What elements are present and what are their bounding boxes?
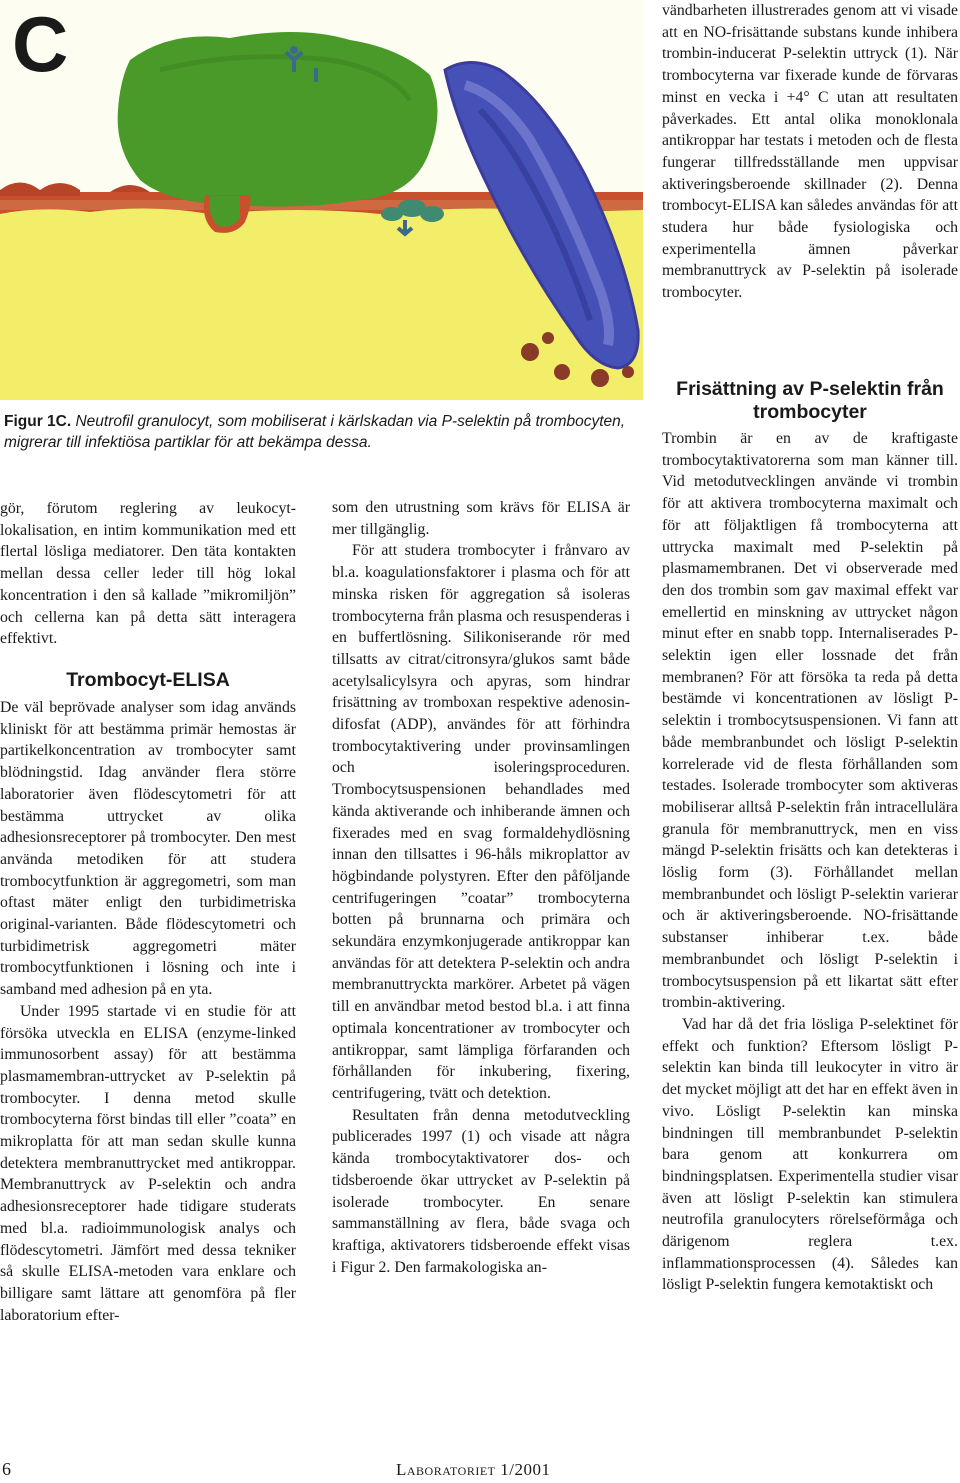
journal-name: Laboratoriet 1/2001 [396, 1460, 551, 1479]
column-1-continued [0, 697, 296, 1326]
figure-1c-illustration [0, 0, 643, 400]
section-heading-trombocyt-elisa: Trombocyt-ELISA [66, 669, 230, 691]
panel-letter: C [12, 0, 69, 88]
figure-caption-text: Neutrofil granulocyt, som mobiliserat i kärlskadan via P-selektin på trombocyten, migrerar till infektiösa partiklar för att bekämpa dessa. [4, 413, 626, 451]
paragraph: vändbarheten illustrerades genom att vi visade att en NO-frisättande substans kunde inhibera trombin-inducerat P-selektin uttryck (1). När trombocyterna var fixerade kunde de förvaras minst en vecka i +4° C utan att resultaten påverkades. Ett antal olika monoklonala antikroppar har testats i metoden och de flesta fungerar tillfredsställande men uppvisar aktiveringsberoende skillnader (2). Denna trombocyt-ELISA kan således användas för att studera hur både fysiologiska och experimentella ämnen påverkar membranuttryck av P-selektin på isolerade trombocyter. [662, 2, 958, 302]
paragraph: De väl beprövade analyser som idag används kliniskt för att bestämma primär hemostas är partikelkoncentration av trombocyter samt blödningstid. Idag använder flera större laboratorier även flödescytometri för att bestämma uttrycket av olika adhesionsreceptorer på trombocyter. Den mest använda metodiken för att studera trombocytfunktion är aggregometri, som man oftast mäter enligt den turbidimetriska original-varianten. Både flödescytometri och turbidimetrisk aggregometri mäter trombocytfunktionen i lösning och inte i samband med adhesion på en yta. [0, 699, 296, 999]
paragraph: som den utrustning som krävs för ELISA är mer tillgänglig. [332, 499, 630, 538]
section-heading-frisattning: Frisättning av P-selektin från trombocyter [676, 378, 944, 423]
paragraph: Resultaten från denna metodutveckling publicerades 1997 (1) och visade att några kända trombocytaktivatorer dos- och tidsberoende ökar uttrycket av P-selektin på isolerade trombocyter. En senare sammanställning av flera, både svaga och kraftiga, aktivatorers tidsberoende effekt visas i Figur 2. Den farmakologiska an- [332, 1106, 630, 1276]
column-2 [332, 497, 630, 1278]
figure-caption-label: Figur 1C. [4, 413, 72, 430]
paragraph: Trombin är en av de kraftigaste trombocytaktivatorerna som man känner till. Vid metodutvecklingen använde vi trombin för att aktivera trombocyterna maximalt och för att följaktligen få trombocyterna att uttrycka maximalt med P-selektin på plasmamembranen. Det vi observerade med den dos trombin som gav maximal effekt var emellertid en minskning av uttrycket någon minut efter en snabb topp. Internaliserades P-selektin igen eller lossnade det från membranen? För att försöka ta reda på detta bestämde vi koncentrationen av lösligt P-selektin i trombocytsuspensionen. Vi fann att både membranbundet och lösligt P-selektin korrelerade vid de flesta förhållanden som testades. Isolerade trombocyter som aktiveras mobiliserar alltså P-selektin från intracellulära granula för membranuttryck, men en viss mängd P-selektin frisätts och kan detekteras i löslig form (3). Förhållandet mellan membranbundet och lösligt P-selektin varierar och är aktiveringsberoende. NO-frisättande substanser inhiberar t.ex. både membranbundet och lösligt P-selektin i trombocytsuspension på ett likartat sätt efter trombin-aktivering. [662, 430, 958, 1012]
page-number: 6 [2, 1459, 11, 1479]
paragraph: Under 1995 startade vi en studie för att försöka utveckla en ELISA (enzyme-linked immunosorbent assay) för att bestämma plasmamembran-uttrycket av P-selektin på trombocyter. I denna metod skulle trombocyterna först bindas till eller ”coata” en mikroplatta för att man sedan skulle kunna detektera membranuttrycket med antikroppar. Membranuttryck av P-selektin och andra adhesionsreceptorer hade tidigare studerats med bl.a. radioimmunologisk analys och flödescytometri. Jämfört med dessa tekniker så skulle ELISA-metoden vara enklare och billigare samt lättare att genomföra på fler laboratorium efter- [0, 1002, 296, 1324]
paragraph: Vad har då det fria lösliga P-selektinet för effekt och funktion? Eftersom lösligt P-selektin kan binda till leukocyter in vitro är det mycket möjligt att det har en effekt även in vivo. Lösligt P-selektin kan minska bindningen till membranbundet P-selektin bara genom att konkurrera om bindningsplatsen. Experimentella studier visar även att lösligt P-selektin kan stimulera neutrofila granulocyters rörelseförmåga och därigenom reglera t.ex. inflammationsprocessen (4). Således kan lösligt P-selektin fungera kemotaktiskt och [662, 1015, 958, 1294]
figure-caption [4, 411, 644, 453]
paragraph: För att studera trombocyter i frånvaro av bl.a. koagulationsfaktorer i plasma och för att minska risken för aggregation så isoleras trombocyterna från plasma och resuspenderas i en buffertlösning. Silikoniserande rör med tillsatts av citrat/citronsyra/glukos samt både acetylsalicylsyra och apyras, som hindrar frisättning av tromboxan respektive adenosin-difosfat (ADP), användes för att förhindra trombocytaktivering under provinsamlingen och isoleringsproceduren. Trombocytsuspensionen behandlades med kända aktiverande och inhiberande ämnen och fixerades med en svag formaldehydlösning innan den tillsattes i 96-håls mikroplattor av högbindande polystyren. Efter den påföljande centrifugeringen ”coatar” trombocyterna botten på brunnarna och primära och sekundära enzymkonjugerade antikroppar kan användas för att detektera P-selektin och andra membranuttryckta markörer. Arbetet på vägen till en användbar metod bestod bl.a. i att finna optimala koncentrationer av trombocyter och antikroppar, samt lämpliga förfaranden och förhållanden för inkubering, fixering, centrifugering, tvätt och detektion. [332, 542, 630, 1102]
column-3-top [662, 0, 958, 304]
paragraph: gör, förutom reglering av leukocyt-lokalisation, en intim kommunikation med ett flertal lösliga mediatorer. Den täta kontakten mellan dessa celler leder till hög lokal koncentration i den så kallade ”mikromiljön” och cellerna kan på detta sätt interagera effektivt. [0, 500, 296, 648]
neutrophil-platelet-drawing [0, 0, 643, 400]
column-3 [662, 428, 958, 1296]
column-1 [0, 498, 296, 650]
